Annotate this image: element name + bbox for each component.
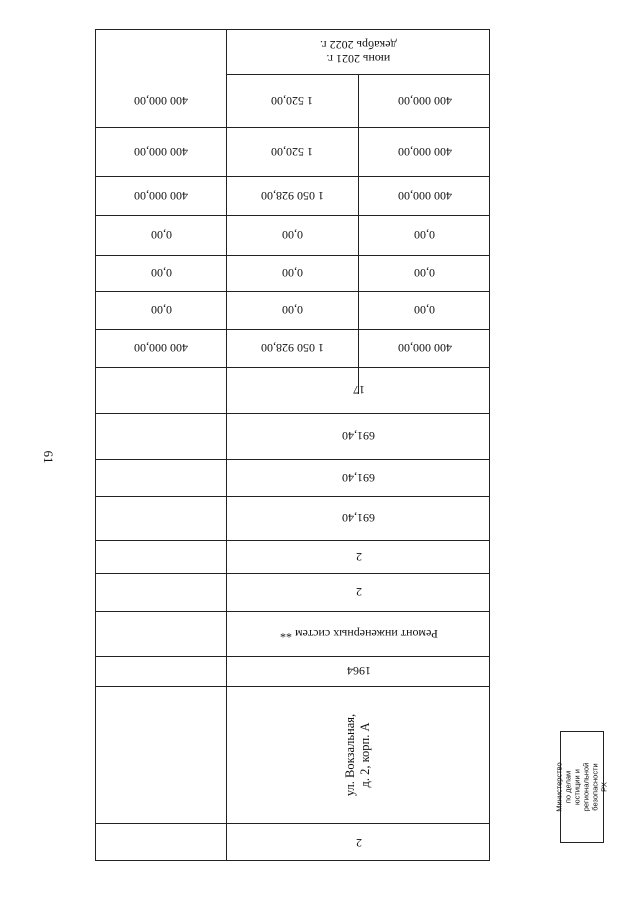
work-type-cell <box>226 611 491 656</box>
floors-value: 2 <box>355 585 362 599</box>
area-value: 691,40 <box>342 470 375 485</box>
area-cell <box>226 459 491 496</box>
cell-value: 0,00 <box>414 266 435 280</box>
table-cell <box>358 176 491 215</box>
cell-value: 400 000,00 <box>397 93 452 108</box>
page-number: 61 <box>41 450 56 464</box>
table-cell <box>96 291 226 329</box>
year-value: 1964 <box>346 664 371 678</box>
table-cell <box>226 127 358 176</box>
work-type-value: Ремонт инженерных систем ** <box>279 626 438 641</box>
area-value: 691,40 <box>342 429 375 443</box>
table-cell <box>226 255 358 291</box>
cell-value: 0,00 <box>150 266 172 280</box>
area-value: 691,40 <box>342 511 375 525</box>
data-table <box>95 29 490 861</box>
cell-value: 400 000,00 <box>397 341 452 355</box>
table-cell <box>358 329 491 367</box>
stamp-text: Министерство по делам юстиции и региональной безопасности РХ <box>555 762 609 812</box>
table-cell <box>358 215 491 255</box>
cell-value: 400 000,00 <box>134 93 188 108</box>
table-cell <box>96 176 226 215</box>
address-value: ул. Вокзальная, д. 2, корп. А <box>343 713 373 796</box>
address-cell <box>226 686 491 823</box>
ministry-stamp <box>555 731 609 843</box>
year-cell <box>226 656 491 686</box>
cell-value: 0,00 <box>281 266 303 280</box>
floors-cell <box>226 573 491 611</box>
table-cell <box>358 127 491 176</box>
cell-value: 0,00 <box>150 303 172 317</box>
cell-value: 1 520,00 <box>271 144 313 159</box>
cell-value: 400 000,00 <box>397 144 452 159</box>
area-cell <box>226 413 491 459</box>
table-cell <box>358 291 491 329</box>
row-number-value: 2 <box>355 835 362 850</box>
cell-value: 1 050 928,00 <box>260 341 324 355</box>
cell-value: 400 000,00 <box>134 341 188 355</box>
cell-value: 0,00 <box>414 228 435 242</box>
cell-value: 1 520,00 <box>271 93 313 108</box>
cell-value: 1 050 928,00 <box>260 188 324 203</box>
table-cell <box>96 74 226 127</box>
period-text: июнь 2021 г. декабрь 2022 г. <box>320 38 397 66</box>
cell-value: 400 000,00 <box>134 144 188 159</box>
table-cell <box>226 215 358 255</box>
cell-value: 0,00 <box>414 303 435 317</box>
cell-value: 0,00 <box>150 228 172 242</box>
table-cell <box>96 127 226 176</box>
floors-value: 2 <box>355 549 362 564</box>
table-cell <box>226 291 358 329</box>
area-cell <box>226 496 491 540</box>
cell-value: 0,00 <box>281 303 303 317</box>
table-cell <box>358 74 491 127</box>
row-number-cell <box>226 823 491 862</box>
table-cell <box>96 255 226 291</box>
table-cell <box>226 176 358 215</box>
cell-value: 400 000,00 <box>397 188 452 203</box>
floors-cell <box>226 540 491 573</box>
cell-value: 0,00 <box>281 228 303 242</box>
table-cell <box>226 329 358 367</box>
table-cell <box>358 255 491 291</box>
table-cell <box>96 329 226 367</box>
cell-value: 400 000,00 <box>134 188 188 203</box>
table-cell <box>226 74 358 127</box>
period-cell <box>226 30 491 74</box>
count-value: 17 <box>352 383 365 397</box>
table-cell <box>96 215 226 255</box>
count-cell <box>226 367 491 413</box>
